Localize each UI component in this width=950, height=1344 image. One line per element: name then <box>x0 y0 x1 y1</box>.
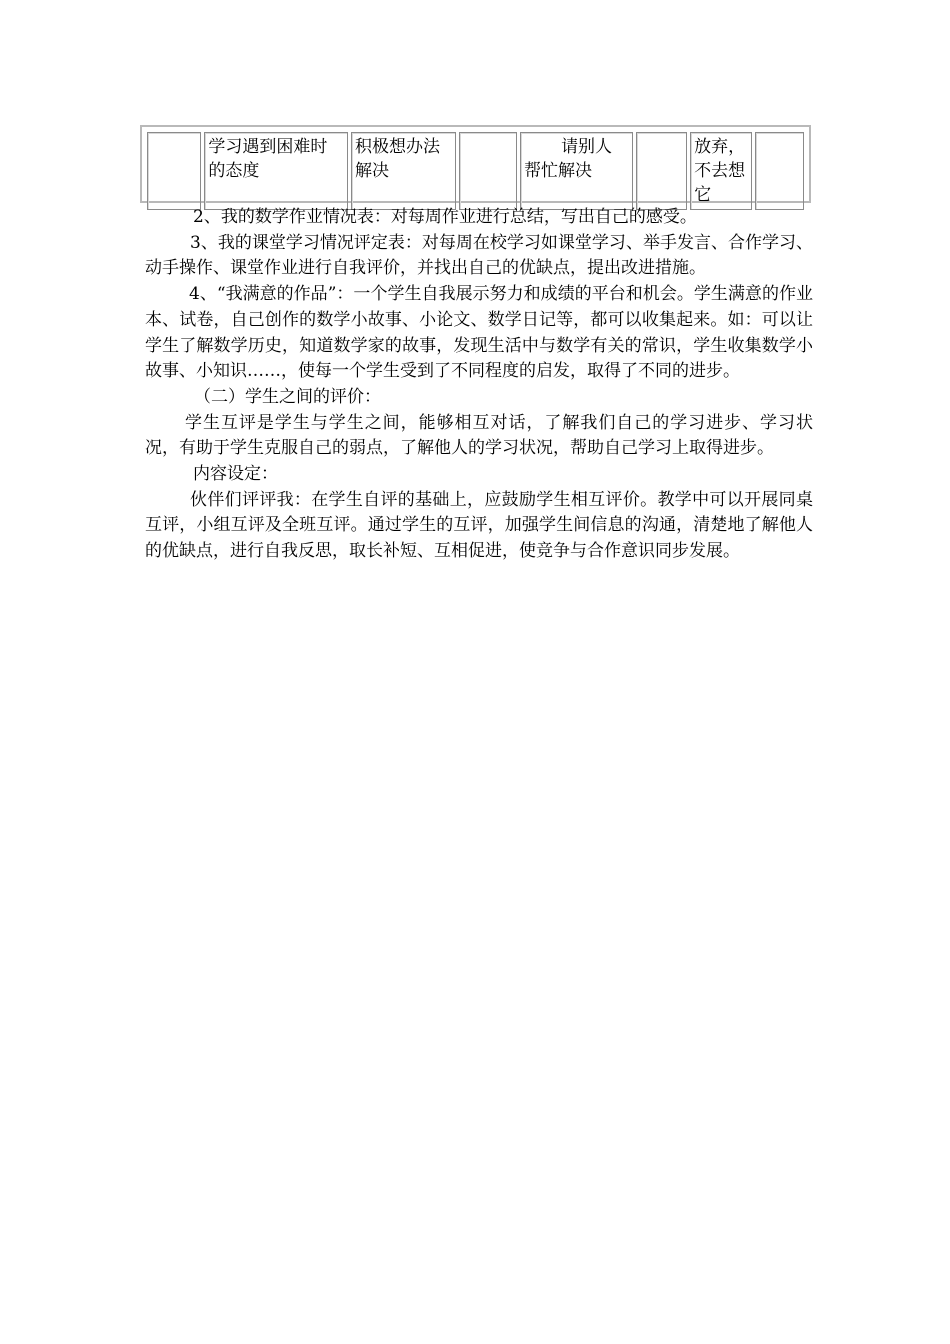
paragraph-homework-record: 2、我的数学作业情况表：对每周作业进行总结，写出自己的感受。 <box>193 207 697 227</box>
section-heading-peer-evaluation: （二）学生之间的评价： <box>194 386 381 407</box>
paragraph-satisfied-works: 4、“我满意的作品”：一个学生自我展示努力和成绩的平台和机会。学生满意的作业本、试卷，自己创作的数学小故事、小论文、数学日记等，都可以收集起来。如：可以让学生了解数学历史，知道数学家的故事，发现生活中与数学有关的常识，学生收集数学小故事、小知识……，使每一个学生受到了不同程度的启发，取得了不同的进步。 <box>145 284 813 382</box>
paragraph-peer-evaluation: 学生互评是学生与学生之间，能够相互对话，了解我们自己的学习进步、学习状况，有助于学生克服自己的弱点，了解他人的学习状况，帮助自己学习上取得进步。 <box>145 412 813 459</box>
table-cell-option-1-mark <box>459 132 517 210</box>
table-cell-option-1: 积极想办法解决 <box>351 132 456 210</box>
attitude-table-grid <box>144 129 807 213</box>
paragraph-content-setting: 内容设定： <box>193 464 278 485</box>
body-text <box>145 205 813 565</box>
table-cell-option-2-mark <box>636 132 687 210</box>
table-cell-option-3-mark <box>755 132 804 210</box>
table-cell-blank <box>147 132 201 210</box>
attitude-table <box>140 125 811 203</box>
paragraph-classroom-record: 3、我的课堂学习情况评定表：对每周在校学习如课堂学习、举手发言、合作学习、动手操作、课堂作业进行自我评价，并找出自己的优缺点，提出改进措施。 <box>145 232 813 279</box>
table-cell-option-3: 放弃，不去想它 <box>690 132 752 210</box>
table-row <box>147 132 804 210</box>
table-cell-option-2-text: 请别人帮忙解决 <box>524 137 613 181</box>
paragraph-partners-evaluate: 伙伴们评评我：在学生自评的基础上，应鼓励学生相互评价。教学中可以开展同桌互评，小组互评及全班互评。通过学生的互评，加强学生间信息的沟通，清楚地了解他人的优缺点，进行自我反思，取长补短、互相促进，使竞争与合作意识同步发展。 <box>145 489 813 562</box>
table-cell-option-2 <box>520 132 633 210</box>
table-cell-label: 学习遇到困难时的态度 <box>204 132 348 210</box>
